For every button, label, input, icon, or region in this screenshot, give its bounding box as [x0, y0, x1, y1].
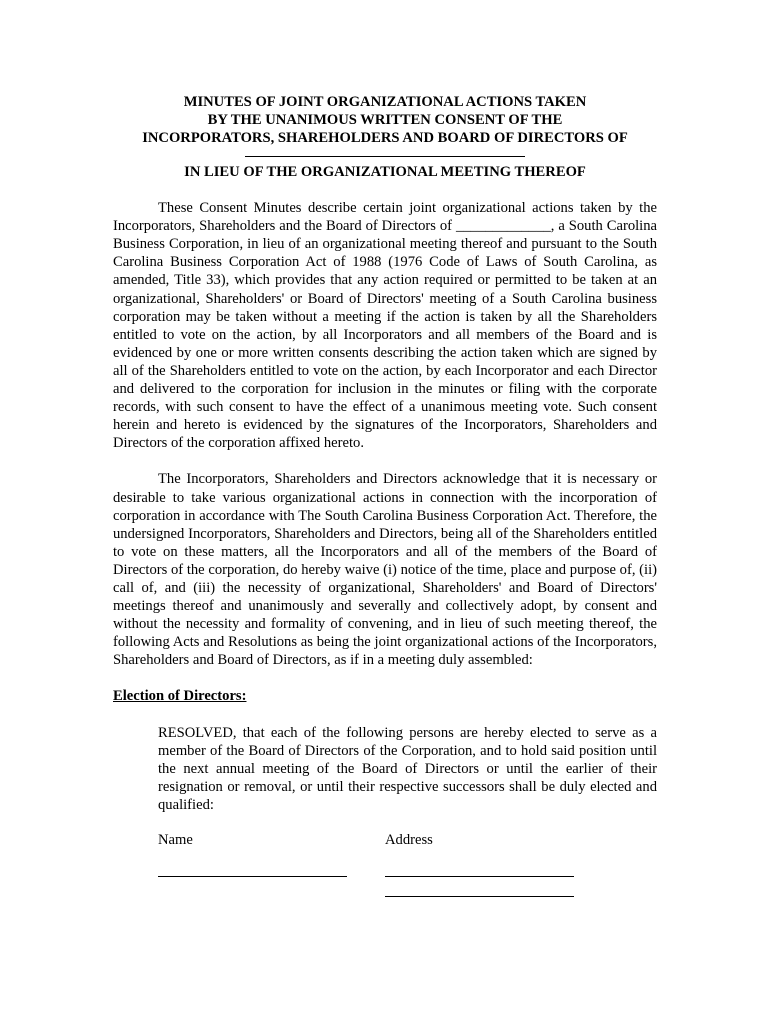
address-blank-line-1 [385, 876, 574, 877]
title-line-3: INCORPORATORS, SHAREHOLDERS AND BOARD OF DIRECTORS OF [142, 130, 628, 146]
address-blank-line-2 [385, 896, 574, 897]
title-line-2: BY THE UNANIMOUS WRITTEN CONSENT OF THE [207, 112, 563, 128]
document-page [113, 93, 657, 911]
directors-table [158, 831, 657, 911]
acknowledgement-paragraph: The Incorporators, Shareholders and Directors acknowledge that it is necessary or desirable to take various organizational actions in connection with the incorporation of corporation in accordance with The South Carolina Business Corporation Act. Therefore, the undersigned Incorporators, Shareholders and Directors, being all of the Shareholders entitled to vote on these matters, all the Incorporators and all of the members of the Board of Directors of the corporation, do hereby waive (i) notice of the time, place and purpose of, (ii) call of, and (iii) the necessity of organizational, Shareholders' and Board of Directors' meetings thereof and unanimously and severally and collectively adopt, by consent and without the necessity and formality of convening, and in lieu of such meeting thereof, the following Acts and Resolutions as being the joint organizational actions of the Incorporators, Shareholders and Board of Directors, as if in a meeting duly assembled: [113, 471, 657, 669]
resolution-paragraph: RESOLVED, that each of the following persons are hereby elected to serve as a member of the Board of Directors of the Corporation, and to hold said position until the next annual meeting of the Board of Directors or until the earlier of their resignation or removal, or until their respective successors shall be duly elected and qualified: [158, 724, 657, 813]
corporation-name-blank-line [245, 156, 525, 157]
section-heading-election-of-directors: Election of Directors: [113, 688, 247, 705]
name-column-label: Name [158, 832, 193, 848]
name-blank-line [158, 876, 347, 877]
intro-paragraph: These Consent Minutes describe certain joint organizational actions taken by the Incorporators, Shareholders and the Board of Directors of _____________, a South Carolina Business Corporation, in lieu of an organizational meeting thereof and pursuant to the South Carolina Business Corporation Act of 1988 (1976 Code of Laws of South Carolina, as amended, Title 33), which provides that any action required or permitted to be taken at an organizational, Shareholders' or Board of Directors' meeting of a South Carolina business corporation may be taken without a meeting if the action is taken by all the Shareholders entitled to vote on the action, by all Incorporators and all members of the Board and is evidenced by one or more written consents describing the action taken which are signed by all of the Shareholders entitled to vote on the action, by each Incorporator and each Director and delivered to the corporation for inclusion in the minutes or filing with the corporate records, with such consent to have the effect of a unanimous meeting vote. Such consent herein and hereto is evidenced by the signatures of the Incorporators, Shareholders and Directors of the corporation affixed hereto. [113, 200, 657, 452]
document-title [113, 93, 657, 147]
document-subtitle: IN LIEU OF THE ORGANIZATIONAL MEETING THEREOF [184, 164, 586, 180]
address-column-label: Address [385, 832, 433, 848]
title-line-1: MINUTES OF JOINT ORGANIZATIONAL ACTIONS TAKEN [183, 94, 587, 110]
